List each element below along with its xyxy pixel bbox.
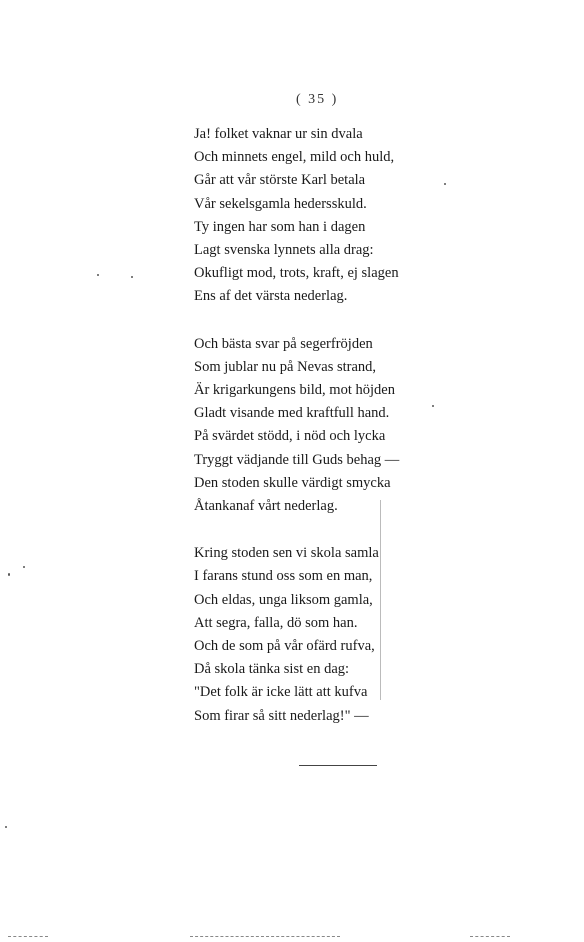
- poem: [194, 123, 494, 752]
- poem-line: Som jublar nu på Nevas strand,: [194, 358, 377, 375]
- page-number: ( 35 ): [296, 92, 339, 107]
- poem-line: Att segra, falla, dö som han.: [194, 614, 358, 631]
- poem-line: Vår sekelsgamla hedersskuld.: [194, 195, 367, 212]
- poem-line: Åtankanaf vårt nederlag.: [194, 498, 338, 515]
- poem-line: Som firar så sitt nederlag!" —: [194, 707, 369, 724]
- poem-line: Tryggt vädjande till Guds behag —: [194, 451, 400, 468]
- scan-speck: [97, 274, 99, 276]
- poem-line: Då skola tänka sist en dag:: [194, 661, 350, 678]
- scan-edge: [8, 936, 48, 938]
- poem-line: Den stoden skulle värdigt smycka: [194, 474, 391, 491]
- scan-speck: [131, 276, 133, 278]
- scan-speck: [432, 405, 434, 407]
- stanza-3: [194, 542, 494, 728]
- scan-speck: [5, 826, 7, 828]
- page-crease: [380, 500, 381, 700]
- scan-speck: [23, 566, 25, 568]
- poem-line: Gladt visande med kraftfull hand.: [194, 405, 390, 422]
- poem-line: Är krigarkungens bild, mot höjden: [194, 382, 395, 399]
- poem-line: Ens af det värsta nederlag.: [194, 288, 348, 305]
- poem-line: På svärdet stödd, i nöd och lycka: [194, 428, 386, 445]
- poem-line: Lagt svenska lynnets alla drag:: [194, 242, 374, 259]
- scan-speck: [444, 183, 446, 185]
- end-rule: [299, 765, 377, 766]
- stanza-1: [194, 123, 494, 309]
- poem-line: Och de som på vår ofärd rufva,: [194, 638, 375, 655]
- poem-line: "Det folk är icke lätt att kufva: [194, 684, 368, 701]
- stanza-2: [194, 333, 494, 519]
- poem-line: Går att vår störste Karl betala: [194, 172, 366, 189]
- poem-line: Och minnets engel, mild och huld,: [194, 149, 395, 166]
- scan-edge: [470, 936, 510, 938]
- poem-line: Ja! folket vaknar ur sin dvala: [194, 126, 363, 142]
- scan-speck: [8, 573, 10, 576]
- poem-line: Och bästa svar på segerfröjden: [194, 335, 373, 352]
- poem-line: Ty ingen har som han i dagen: [194, 218, 366, 235]
- scan-edge: [190, 936, 340, 938]
- poem-line: Okufligt mod, trots, kraft, ej slagen: [194, 265, 399, 282]
- poem-line: I farans stund oss som en man,: [194, 568, 373, 585]
- poem-line: Och eldas, unga liksom gamla,: [194, 591, 373, 608]
- poem-line: Kring stoden sen vi skola samla: [194, 545, 379, 562]
